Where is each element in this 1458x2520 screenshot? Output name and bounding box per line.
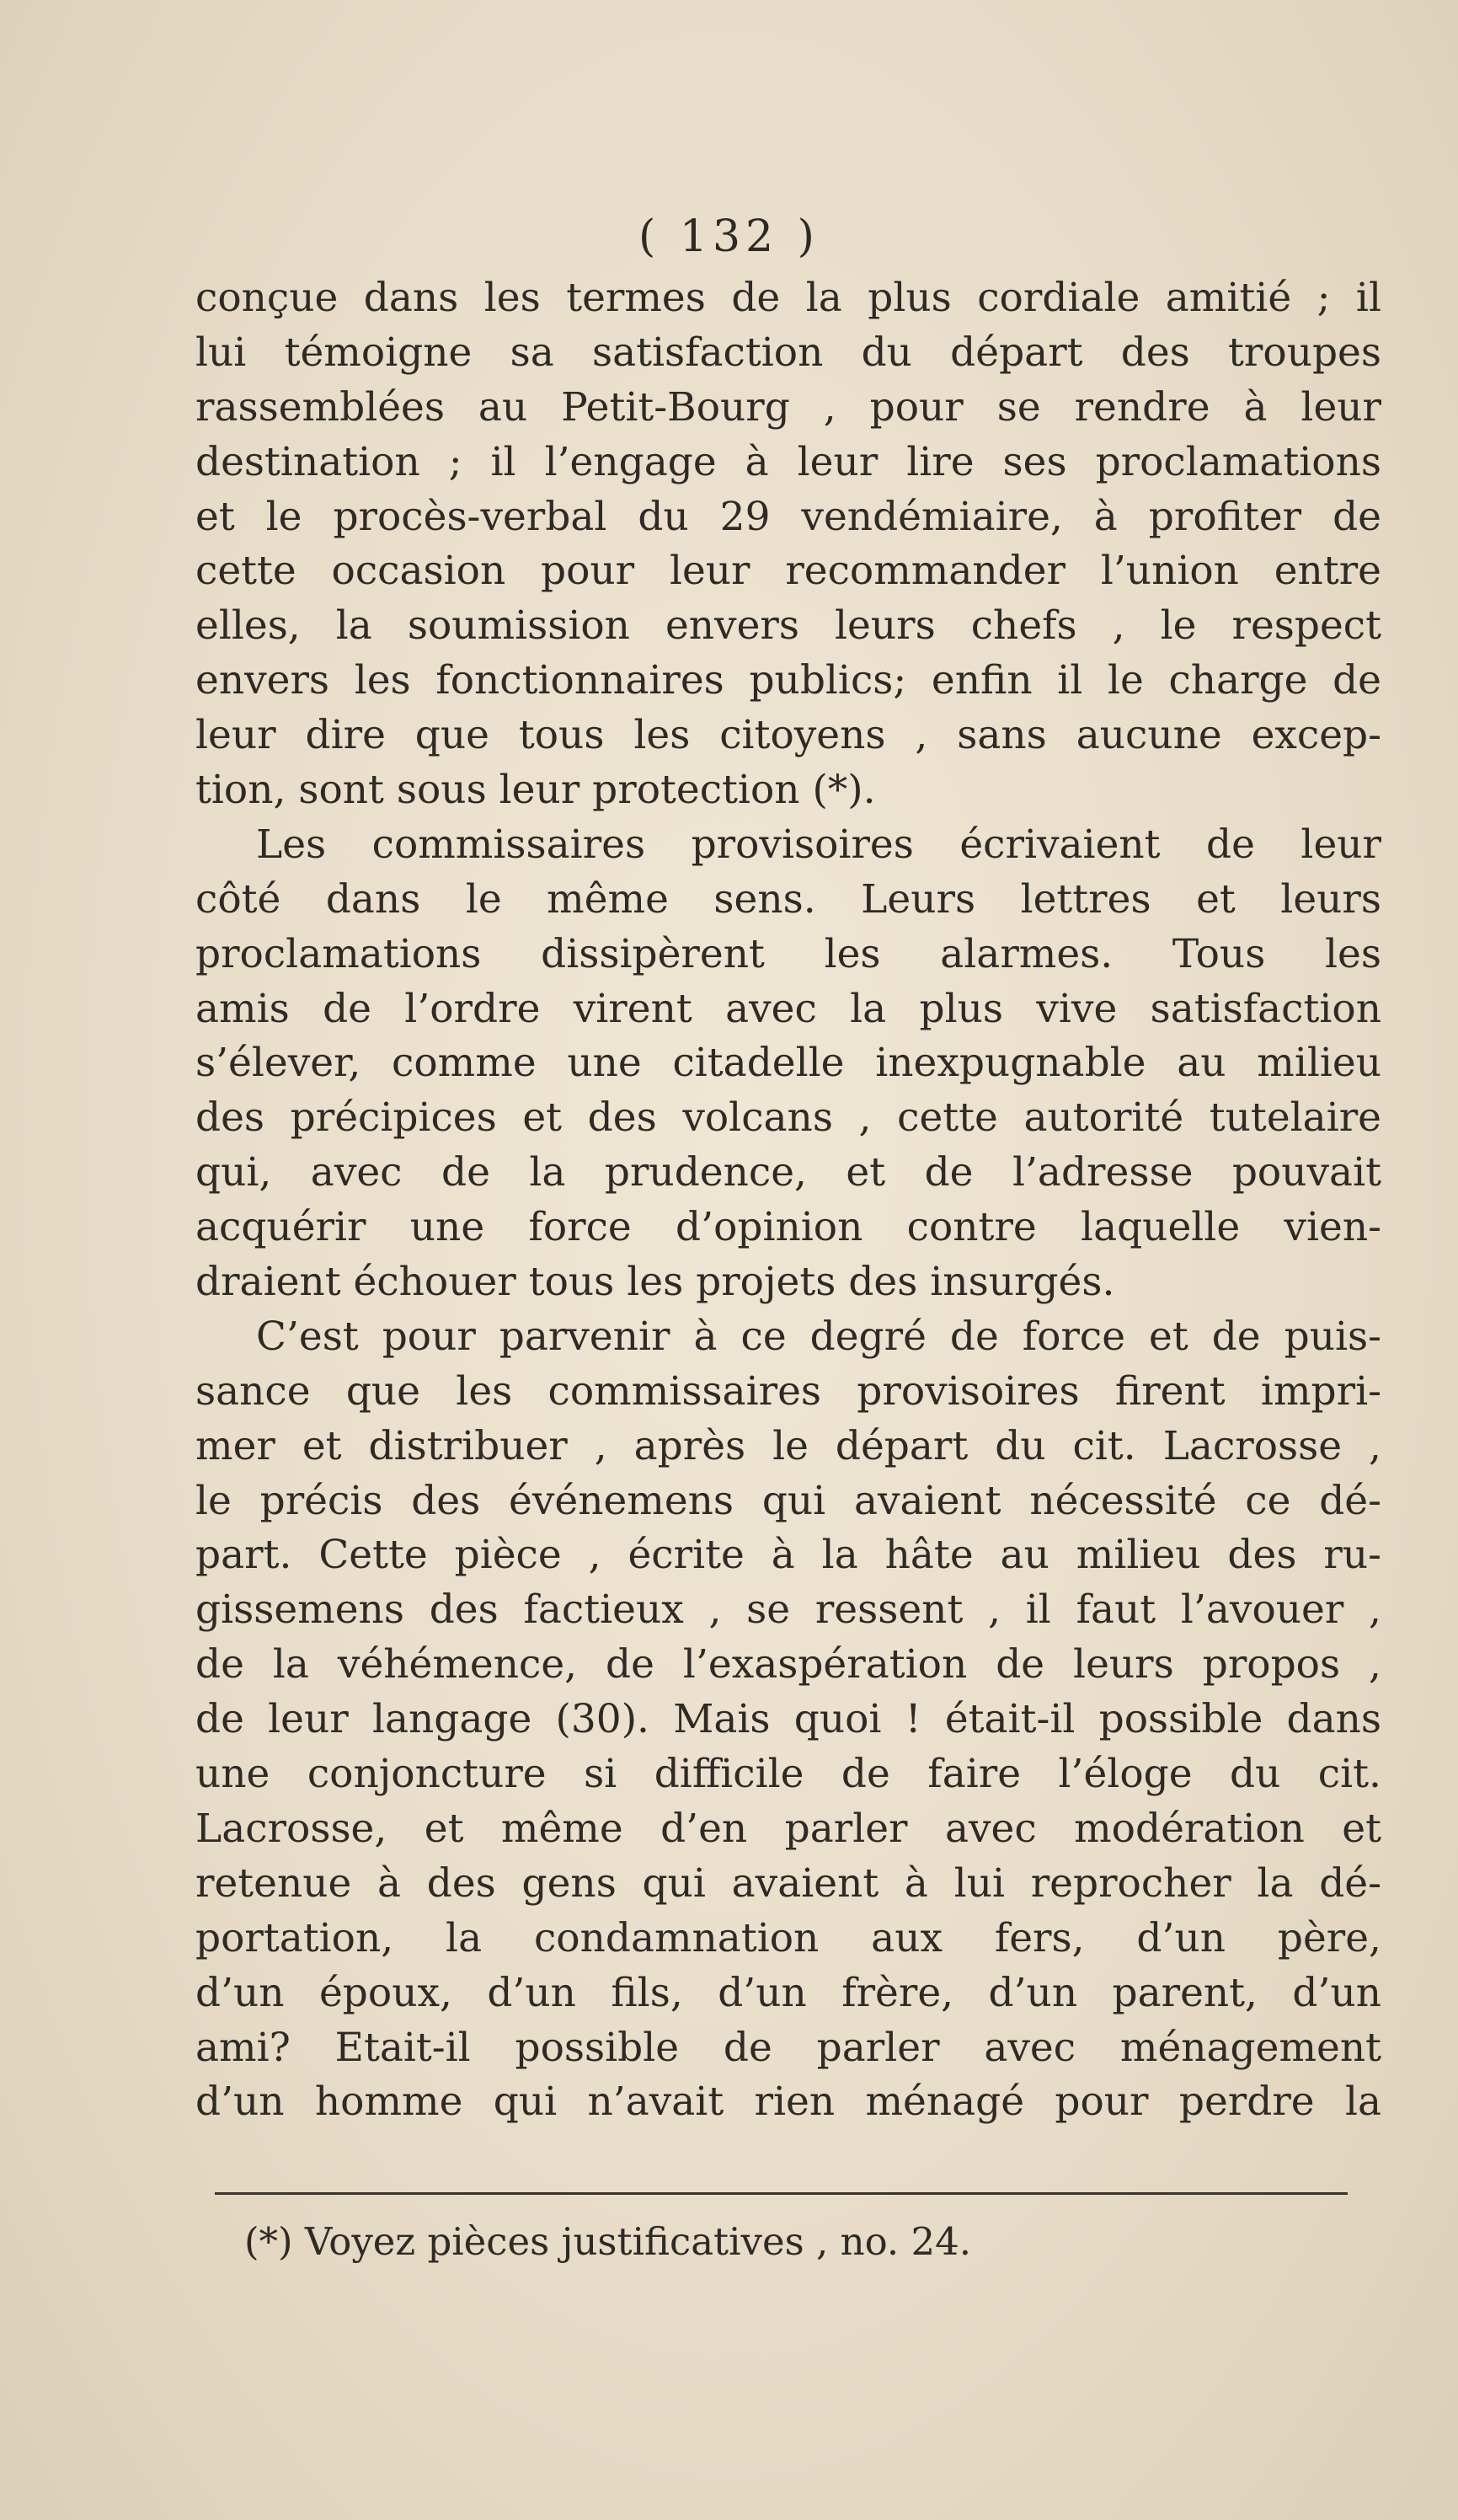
text-line: retenue à des gens qui avaient à lui reprocher la dé- <box>195 1859 1381 1907</box>
text-line: amis de l’ordre virent avec la plus vive satisfaction <box>195 985 1381 1032</box>
text-line: draient échouer tous les projets des insurgés. <box>195 1259 1115 1306</box>
text-line: proclamations dissipèrent les alarmes. Tous les <box>195 930 1381 977</box>
text-line: de leur langage (30). Mais quoi ! était-il possible dans <box>195 1696 1381 1743</box>
text-line: gissemens des factieux , se ressent , il faut l’avouer , <box>195 1586 1381 1634</box>
text-line: leur dire que tous les citoyens , sans aucune excep- <box>195 712 1381 759</box>
text-line: et le procès-verbal du 29 vendémiaire, à profiter de <box>195 493 1381 540</box>
text-line: une conjoncture si difficile de faire l’éloge du cit. <box>195 1751 1381 1798</box>
text-line: rassemblées au Petit-Bourg , pour se rendre à leur <box>195 383 1381 431</box>
text-line: qui, avec de la prudence, et de l’adresse pouvait <box>195 1149 1381 1196</box>
text-line: conçue dans les termes de la plus cordiale amitié ; il <box>195 275 1381 321</box>
paragraph-start-line: C’est pour parvenir à ce degré de force et de puis- <box>256 1313 1381 1360</box>
text-line: portation, la condamnation aux fers, d’un père, <box>195 1914 1381 1961</box>
page-number: ( 132 ) <box>638 211 820 262</box>
text-line: d’un époux, d’un fils, d’un frère, d’un parent, d’un <box>195 1969 1381 2016</box>
text-line: cette occasion pour leur recommander l’union entre <box>195 548 1381 595</box>
text-line: des précipices et des volcans , cette autorité tutelaire <box>195 1094 1381 1142</box>
text-line: elles, la soumission envers leurs chefs , le respect <box>195 602 1381 650</box>
text-line: côté dans le même sens. Leurs lettres et leurs <box>195 875 1381 923</box>
text-line: part. Cette pièce , écrite à la hâte au milieu des ru- <box>195 1532 1381 1579</box>
text-line: tion, sont sous leur protection (*). <box>195 767 876 814</box>
footnote-divider <box>215 2192 1348 2195</box>
text-line: le précis des événemens qui avaient nécessité ce dé- <box>195 1477 1381 1524</box>
text-line: s’élever, comme une citadelle inexpugnable au milieu <box>195 1040 1381 1087</box>
text-line: sance que les commissaires provisoires firent impri- <box>195 1367 1381 1415</box>
text-line: lui témoigne sa satisfaction du départ des troupes <box>195 329 1381 376</box>
text-line: ami? Etait-il possible de parler avec ménagement <box>195 2024 1381 2071</box>
text-line: Lacrosse, et même d’en parler avec modération et <box>195 1805 1381 1852</box>
footnote: (*) Voyez pièces justificatives , no. 24. <box>244 2219 972 2264</box>
text-line: envers les fonctionnaires publics; enfin il le charge de <box>195 657 1381 704</box>
text-line: de la véhémence, de l’exaspération de leurs propos , <box>195 1641 1381 1688</box>
text-line: acquérir une force d’opinion contre laquelle vien- <box>195 1204 1381 1251</box>
paragraph-start-line: Les commissaires provisoires écrivaient de leur <box>256 821 1381 868</box>
body-text <box>195 271 1381 2130</box>
text-line: mer et distribuer , après le départ du cit. Lacrosse , <box>195 1422 1381 1469</box>
text-line: destination ; il l’engage à leur lire ses proclamations <box>195 438 1381 485</box>
text-line: d’un homme qui n’avait rien ménagé pour perdre la <box>195 2079 1381 2126</box>
